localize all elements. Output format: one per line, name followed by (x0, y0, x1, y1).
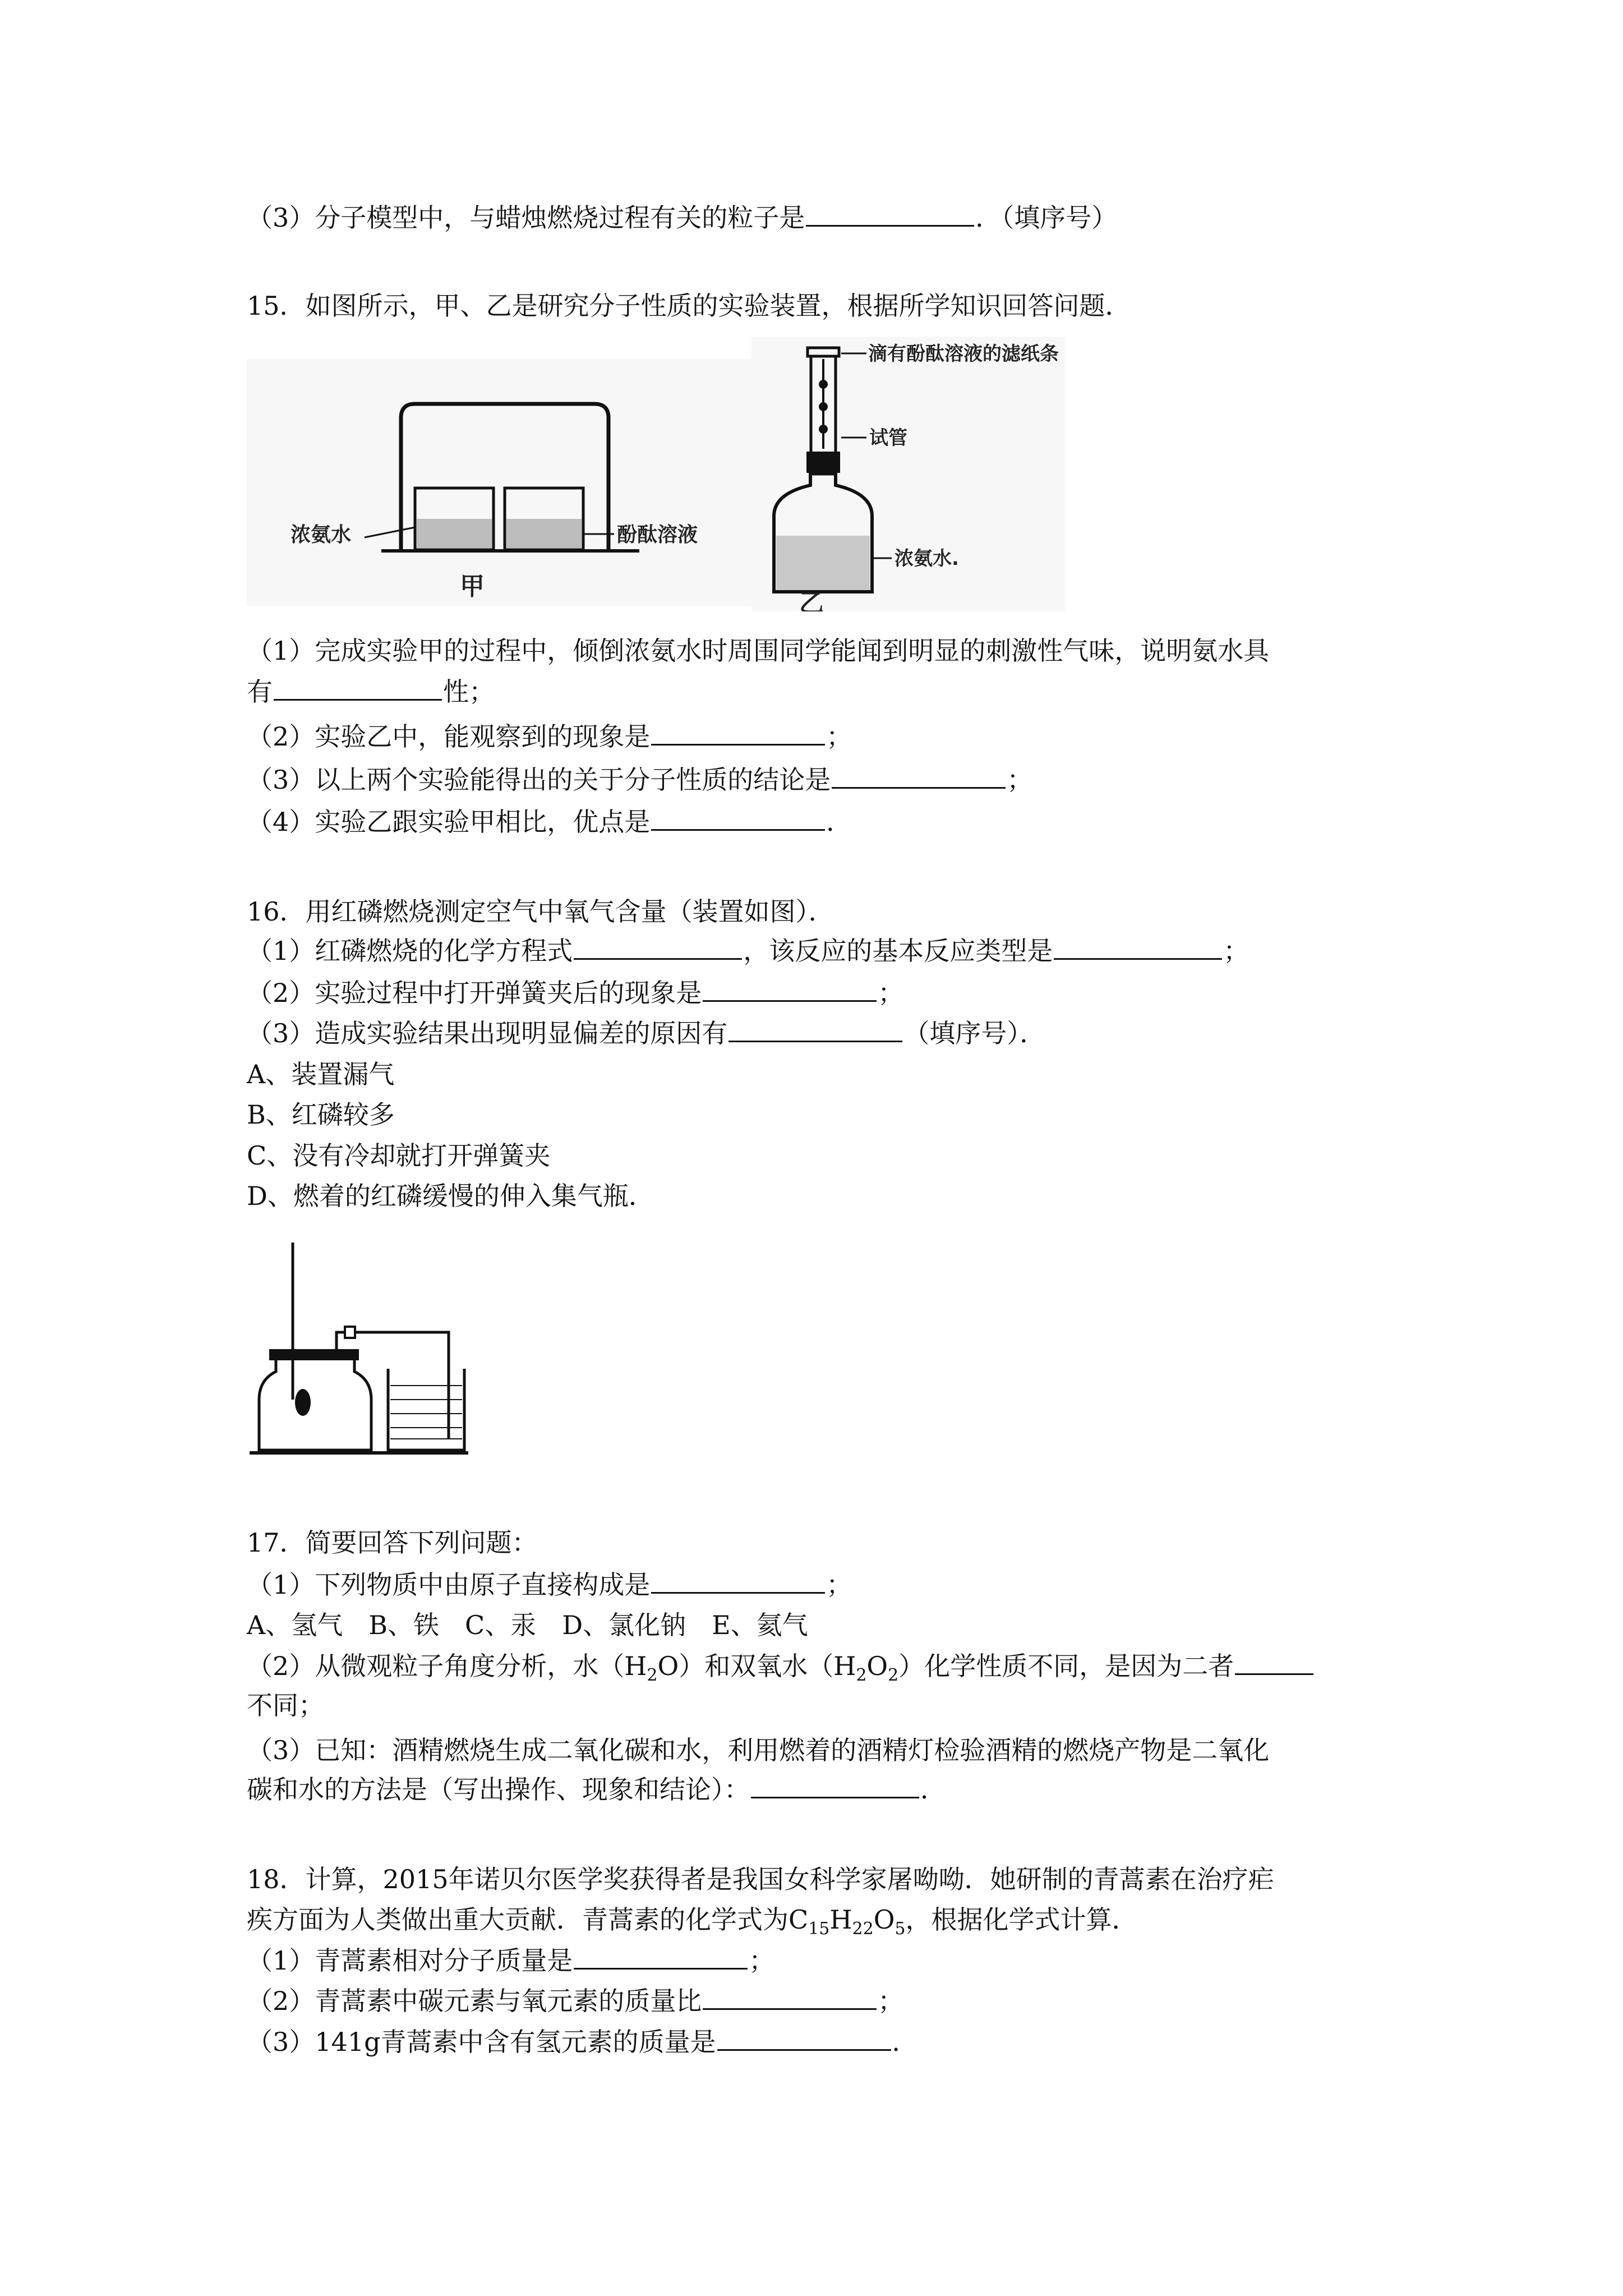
q17-stem: 17．简要回答下列问题： (247, 1527, 538, 1558)
answer-blank[interactable] (651, 1570, 825, 1594)
q16-option-c: C、没有冷却就打开弹簧夹 (247, 1140, 551, 1171)
q17-part2-line2: 不同； (247, 1690, 324, 1720)
q17-part2-line1: （2）从微观粒子角度分析，水$(H_2O)$和双氧水$(H_2O_2)$化学性质不同，是因为二者 (247, 1649, 1315, 1692)
q18-part1: （1）青蒿素相对分子质量是 ； (247, 1945, 775, 1976)
figure-yi (751, 337, 1066, 611)
answer-blank[interactable] (574, 936, 742, 960)
label-phenolphthalein: 酚酞溶液 (617, 523, 698, 546)
answer-blank[interactable] (703, 1986, 877, 2010)
q15-stem: 15．如图所示，甲、乙是研究分子性质的实验装置，根据所学知识回答问题． (247, 291, 1131, 321)
answer-blank[interactable] (1054, 936, 1222, 960)
q15-part4: （4）实验乙跟实验甲相比，优点是 ． (247, 807, 852, 837)
answer-blank[interactable] (717, 2027, 891, 2051)
q17-options: A、氢气 B、铁 C、汞 D、氯化钠 E、氦气 (247, 1610, 808, 1640)
answer-blank[interactable] (651, 807, 825, 831)
q16-option-d: D、燃着的红磷缓慢的伸入集气瓶． (247, 1181, 654, 1211)
answer-blank[interactable] (574, 1945, 748, 1970)
answer-blank[interactable] (274, 677, 442, 701)
q16-part1: （1）红磷燃烧的化学方程式 ，该反应的基本反应类型是 ； (247, 936, 1249, 966)
q16-option-a: A、装置漏气 (247, 1059, 395, 1089)
answer-blank[interactable] (728, 1018, 902, 1042)
q16-stem: 16．用红磷燃烧测定空气中氧气含量（装置如图）． (247, 896, 834, 927)
q16-part3: （3）造成实验结果出现明显偏差的原因有 （填序号）． (247, 1018, 1046, 1048)
q18-stem-line1: 18．计算，2015年诺贝尔医学奖获得者是我国女科学家屠呦呦．她研制的青蒿素在治疗疟 (247, 1864, 1274, 1894)
answer-blank[interactable] (651, 721, 825, 746)
caption-yi: 乙 (799, 589, 824, 611)
q17-part3-line2: 碳和水的方法是（写出操作、现象和结论）： ． (247, 1774, 946, 1805)
q15-part1-line1: （1）完成实验甲的过程中，倾倒浓氨水时周围同学能闻到明显的刺激性气味，说明氨水具 (247, 636, 1270, 666)
figure-jia (247, 359, 751, 606)
answer-blank[interactable] (832, 765, 1006, 789)
q15-part3: （3）以上两个实验能得出的关于分子性质的结论是 ； (247, 765, 1033, 795)
q17-part3-line1: （3）已知：酒精燃烧生成二氧化碳和水，利用燃着的酒精灯检验酒精的燃烧产物是二氧化 (247, 1735, 1270, 1765)
answer-blank[interactable] (703, 978, 877, 1002)
q18-part2: （2）青蒿素中碳元素与氧元素的质量比 ； (247, 1986, 904, 2016)
label-ammonia: 浓氨水 (291, 523, 352, 546)
q17-part1: （1）下列物质中由原子直接构成是 ； (247, 1570, 852, 1600)
q16-option-b: B、红磷较多 (247, 1099, 395, 1130)
q15-part1-line2: 有 性； (247, 677, 495, 707)
label-test-tube: 试管 (869, 427, 907, 449)
caption-jia: 甲 (460, 572, 485, 601)
figure-red-phosphorus-apparatus (247, 1237, 471, 1461)
label-filter-strip: 滴有酚酞溶液的滤纸条 (868, 343, 1059, 365)
q15-part2: （2）实验乙中，能观察到的现象是 ； (247, 721, 852, 752)
q18-part3: （3）141g青蒿素中含有氢元素的质量是 ． (247, 2027, 918, 2057)
answer-blank[interactable] (1235, 1651, 1313, 1675)
q14-part3: （3）分子模型中，与蜡烛燃烧过程有关的粒子是 ．（填序号） (247, 203, 1118, 233)
label-ammonia-2: 浓氨水. (895, 547, 959, 570)
answer-blank[interactable] (806, 203, 974, 227)
answer-blank[interactable] (751, 1774, 919, 1798)
q16-part2: （2）实验过程中打开弹簧夹后的现象是 ； (247, 978, 904, 1008)
q18-stem-line2: 疾方面为人类做出重大贡献．青蒿素的化学式为$C_{15}H_{22}O_5$，根据化学式计算． (247, 1904, 1138, 1939)
